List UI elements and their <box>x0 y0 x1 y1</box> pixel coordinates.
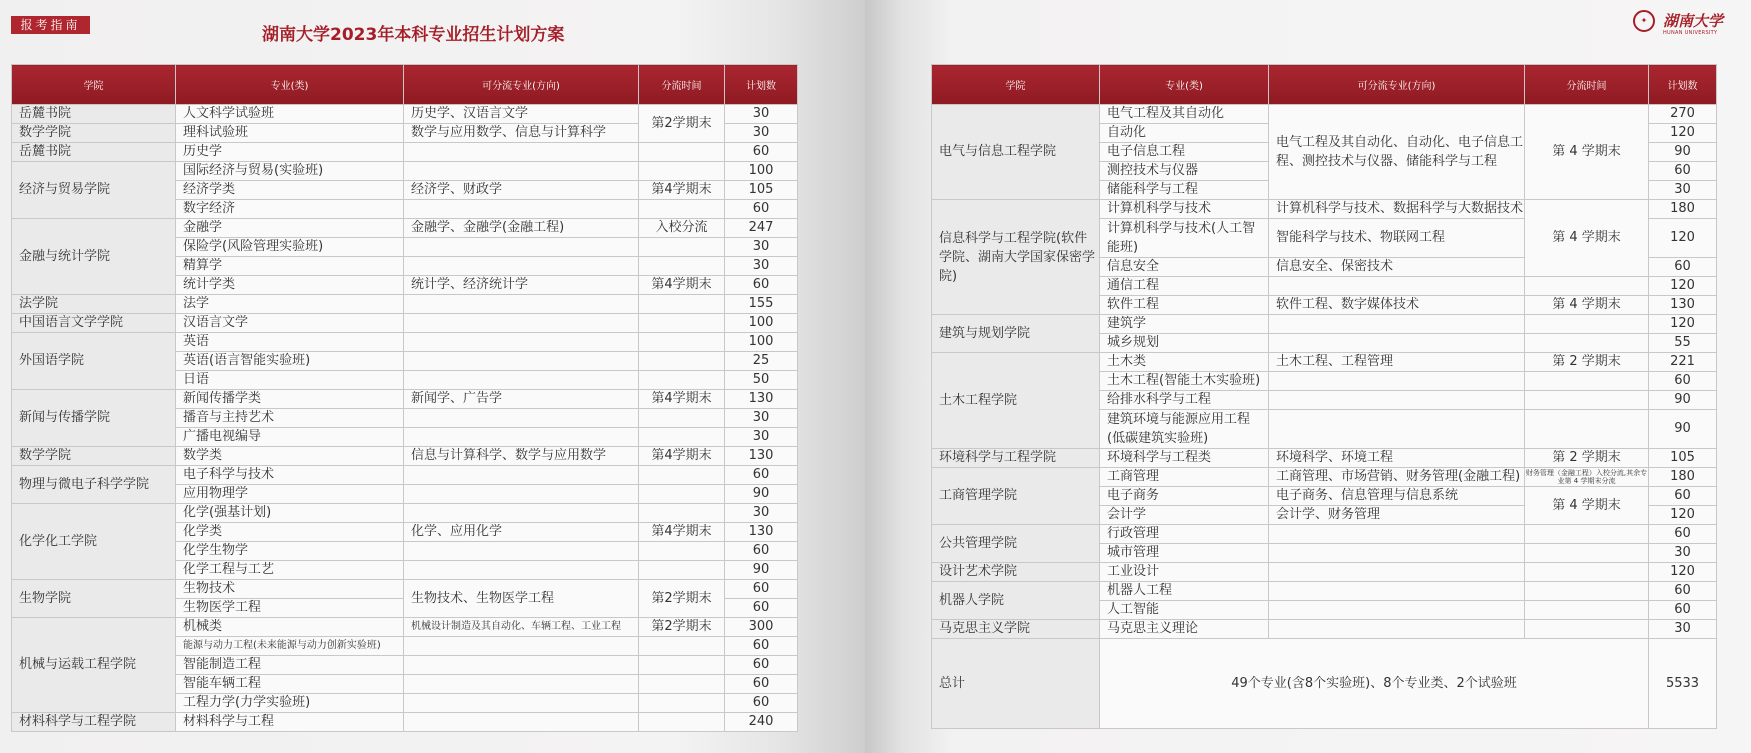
college-cell: 环境科学与工程学院 <box>932 449 1100 468</box>
major-cell: 人工智能 <box>1100 601 1269 620</box>
count-cell: 130 <box>1649 296 1717 315</box>
count-cell: 30 <box>725 409 798 428</box>
time-cell <box>639 371 725 390</box>
guide-tag: 报考指南 <box>11 16 90 34</box>
count-cell: 221 <box>1649 353 1717 372</box>
time-cell <box>639 257 725 276</box>
time-cell: 入校分流 <box>639 219 725 238</box>
major-cell: 土木类 <box>1100 353 1269 372</box>
college-cell: 机械与运载工程学院 <box>12 618 176 713</box>
header-major: 专业(类) <box>176 65 404 105</box>
college-cell: 法学院 <box>12 295 176 314</box>
count-cell: 90 <box>1649 143 1717 162</box>
count-cell: 90 <box>1649 410 1717 449</box>
count-cell: 30 <box>725 124 798 143</box>
time-cell <box>639 409 725 428</box>
count-cell: 100 <box>725 333 798 352</box>
major-cell: 通信工程 <box>1100 277 1269 296</box>
time-cell: 第 4 学期末 <box>1525 487 1649 525</box>
seal-icon: ✦ <box>1633 10 1655 32</box>
college-cell: 马克思主义学院 <box>932 620 1100 639</box>
left-plan-table <box>11 64 798 732</box>
stream-cell <box>1269 525 1525 544</box>
count-cell: 30 <box>725 238 798 257</box>
count-cell: 130 <box>725 390 798 409</box>
stream-cell: 信息与计算科学、数学与应用数学 <box>404 447 639 466</box>
stream-cell <box>404 238 639 257</box>
major-cell: 播音与主持艺术 <box>176 409 404 428</box>
count-cell: 60 <box>725 200 798 219</box>
stream-cell <box>404 371 639 390</box>
major-cell: 日语 <box>176 371 404 390</box>
major-cell: 建筑学 <box>1100 315 1269 334</box>
count-cell: 155 <box>725 295 798 314</box>
time-cell <box>1525 372 1649 391</box>
stream-cell <box>1269 620 1525 639</box>
stream-cell: 智能科学与技术、物联网工程 <box>1269 219 1525 258</box>
logo-text: 湖南大学 <box>1663 12 1724 30</box>
stream-cell: 化学、应用化学 <box>404 523 639 542</box>
stream-cell <box>404 257 639 276</box>
stream-cell <box>404 352 639 371</box>
college-cell: 化学化工学院 <box>12 504 176 580</box>
table-row <box>932 620 1717 639</box>
total-label: 总计 <box>932 639 1100 729</box>
time-cell: 第4学期末 <box>639 447 725 466</box>
count-cell: 120 <box>1649 277 1717 296</box>
major-cell: 生物医学工程 <box>176 599 404 618</box>
stream-cell <box>404 637 639 656</box>
header-count: 计划数 <box>1649 65 1717 105</box>
major-cell: 行政管理 <box>1100 525 1269 544</box>
count-cell: 60 <box>725 466 798 485</box>
major-cell: 电子商务 <box>1100 487 1269 506</box>
stream-cell: 会计学、财务管理 <box>1269 506 1525 525</box>
college-cell: 岳麓书院 <box>12 143 176 162</box>
major-cell: 电子科学与技术 <box>176 466 404 485</box>
stream-cell: 电子商务、信息管理与信息系统 <box>1269 487 1525 506</box>
major-cell: 应用物理学 <box>176 485 404 504</box>
total-count: 5533 <box>1649 639 1717 729</box>
table-row <box>12 447 798 466</box>
stream-cell: 统计学、经济统计学 <box>404 276 639 295</box>
table-row <box>932 582 1717 601</box>
table-row <box>932 353 1717 372</box>
table-row <box>932 468 1717 487</box>
logo-en: HUNAN UNIVERSITY <box>1663 30 1718 36</box>
time-cell <box>1525 525 1649 544</box>
stream-cell <box>1269 563 1525 582</box>
header-stream: 可分流专业(方向) <box>404 65 639 105</box>
count-cell: 30 <box>725 428 798 447</box>
table-row <box>932 525 1717 544</box>
header-stream: 可分流专业(方向) <box>1269 65 1525 105</box>
time-cell <box>1525 410 1649 449</box>
major-cell: 数字经济 <box>176 200 404 219</box>
major-cell: 统计学类 <box>176 276 404 295</box>
stream-cell <box>404 428 639 447</box>
count-cell: 60 <box>725 675 798 694</box>
table-row <box>12 466 798 485</box>
count-cell: 30 <box>1649 181 1717 200</box>
major-cell: 环境科学与工程类 <box>1100 449 1269 468</box>
time-cell: 第 4 学期末 <box>1525 200 1649 277</box>
major-cell: 软件工程 <box>1100 296 1269 315</box>
stream-cell <box>1269 372 1525 391</box>
time-cell: 第2学期末 <box>639 618 725 637</box>
stream-cell: 计算机科学与技术、数据科学与大数据技术 <box>1269 200 1525 219</box>
major-cell: 工程力学(力学实验班) <box>176 694 404 713</box>
time-cell <box>639 200 725 219</box>
count-cell: 30 <box>725 257 798 276</box>
stream-cell <box>404 542 639 561</box>
major-cell: 化学生物学 <box>176 542 404 561</box>
count-cell: 60 <box>725 143 798 162</box>
major-cell: 化学类 <box>176 523 404 542</box>
major-cell: 计算机科学与技术(人工智能班) <box>1100 219 1269 258</box>
time-cell <box>639 466 725 485</box>
major-cell: 测控技术与仪器 <box>1100 162 1269 181</box>
count-cell: 90 <box>725 485 798 504</box>
time-note-cell: 财务管理（金融工程）入校分流,其余专业第 4 学期末分流 <box>1525 469 1648 485</box>
major-cell: 数学类 <box>176 447 404 466</box>
count-cell: 100 <box>725 162 798 181</box>
major-cell: 土木工程(智能土木实验班) <box>1100 372 1269 391</box>
time-cell <box>639 485 725 504</box>
college-cell: 外国语学院 <box>12 333 176 390</box>
major-cell: 工商管理 <box>1100 468 1269 487</box>
stream-cell: 新闻学、广告学 <box>404 390 639 409</box>
major-cell: 智能制造工程 <box>176 656 404 675</box>
time-cell <box>1525 582 1649 601</box>
stream-cell <box>1269 391 1525 410</box>
time-cell: 第 4 学期末 <box>1525 105 1649 200</box>
stream-cell <box>404 485 639 504</box>
time-cell: 第4学期末 <box>639 181 725 200</box>
time-cell <box>639 675 725 694</box>
count-cell: 130 <box>725 523 798 542</box>
college-cell: 土木工程学院 <box>932 353 1100 449</box>
header-time: 分流时间 <box>1525 65 1649 105</box>
count-cell: 240 <box>725 713 798 732</box>
university-logo <box>1633 10 1743 40</box>
count-cell: 60 <box>1649 582 1717 601</box>
college-cell: 电气与信息工程学院 <box>932 105 1100 200</box>
count-cell: 55 <box>1649 334 1717 353</box>
time-cell <box>639 333 725 352</box>
count-cell: 60 <box>725 542 798 561</box>
header-major: 专业(类) <box>1100 65 1269 105</box>
major-cell: 国际经济与贸易(实验班) <box>176 162 404 181</box>
major-cell: 计算机科学与技术 <box>1100 200 1269 219</box>
time-cell: 第2学期末 <box>639 580 725 618</box>
stream-cell <box>404 314 639 333</box>
stream-cell <box>1269 582 1525 601</box>
stream-cell: 工商管理、市场营销、财务管理(金融工程) <box>1269 468 1525 487</box>
count-cell: 60 <box>1649 162 1717 181</box>
time-cell <box>639 238 725 257</box>
major-cell: 化学(强基计划) <box>176 504 404 523</box>
stream-cell: 数学与应用数学、信息与计算科学 <box>404 124 639 143</box>
college-cell: 设计艺术学院 <box>932 563 1100 582</box>
count-cell: 105 <box>1649 449 1717 468</box>
count-cell: 120 <box>1649 219 1717 258</box>
count-cell: 60 <box>725 694 798 713</box>
time-cell: 第4学期末 <box>639 276 725 295</box>
table-row <box>12 504 798 523</box>
time-cell: 第 4 学期末 <box>1525 296 1649 315</box>
time-cell: 第 2 学期末 <box>1525 353 1649 372</box>
count-cell: 60 <box>1649 601 1717 620</box>
stream-cell: 软件工程、数字媒体技术 <box>1269 296 1525 315</box>
college-cell: 物理与微电子科学学院 <box>12 466 176 504</box>
stream-cell <box>404 504 639 523</box>
college-cell: 生物学院 <box>12 580 176 618</box>
stream-cell <box>1269 315 1525 334</box>
college-cell: 数学学院 <box>12 124 176 143</box>
stream-cell <box>404 409 639 428</box>
time-cell: 第 2 学期末 <box>1525 449 1649 468</box>
table-row <box>932 449 1717 468</box>
count-cell: 120 <box>1649 506 1717 525</box>
major-cell: 能源与动力工程(未来能源与动力创新实验班) <box>176 637 404 656</box>
major-cell: 汉语言文学 <box>176 314 404 333</box>
major-cell: 英语 <box>176 333 404 352</box>
table-row <box>12 143 798 162</box>
major-cell: 机械类 <box>176 618 404 637</box>
stream-cell <box>404 675 639 694</box>
stream-cell: 生物技术、生物医学工程 <box>404 580 639 618</box>
header-time: 分流时间 <box>639 65 725 105</box>
major-cell: 城市管理 <box>1100 544 1269 563</box>
major-cell: 信息安全 <box>1100 258 1269 277</box>
table-row <box>932 105 1717 124</box>
college-cell: 材料科学与工程学院 <box>12 713 176 732</box>
college-cell: 公共管理学院 <box>932 525 1100 563</box>
table-header-row <box>12 65 798 105</box>
college-cell: 工商管理学院 <box>932 468 1100 525</box>
count-cell: 300 <box>725 618 798 637</box>
table-row <box>12 162 798 181</box>
time-cell <box>639 713 725 732</box>
count-cell: 60 <box>725 276 798 295</box>
time-cell <box>1525 544 1649 563</box>
stream-cell <box>404 200 639 219</box>
header-college: 学院 <box>932 65 1100 105</box>
count-cell: 60 <box>725 656 798 675</box>
total-description: 49个专业(含8个实验班)、8个专业类、2个试验班 <box>1100 639 1649 729</box>
time-cell <box>639 637 725 656</box>
major-cell: 新闻传播学类 <box>176 390 404 409</box>
major-cell: 材料科学与工程 <box>176 713 404 732</box>
stream-cell: 历史学、汉语言文学 <box>404 105 639 124</box>
table-row <box>932 563 1717 582</box>
stream-cell <box>1269 410 1525 449</box>
table-row <box>12 295 798 314</box>
major-cell: 电气工程及其自动化 <box>1100 105 1269 124</box>
major-cell: 马克思主义理论 <box>1100 620 1269 639</box>
college-cell: 岳麓书院 <box>12 105 176 124</box>
time-cell: 第4学期末 <box>639 523 725 542</box>
major-cell: 广播电视编导 <box>176 428 404 447</box>
count-cell: 180 <box>1649 468 1717 487</box>
count-cell: 60 <box>1649 525 1717 544</box>
time-cell: 第2学期末 <box>639 105 725 143</box>
count-cell: 60 <box>1649 258 1717 277</box>
stream-cell <box>404 466 639 485</box>
stream-cell <box>404 295 639 314</box>
stream-cell: 经济学、财政学 <box>404 181 639 200</box>
college-cell: 数学学院 <box>12 447 176 466</box>
count-cell: 130 <box>725 447 798 466</box>
table-row <box>12 314 798 333</box>
major-cell: 城乡规划 <box>1100 334 1269 353</box>
major-cell: 自动化 <box>1100 124 1269 143</box>
major-cell: 理科试验班 <box>176 124 404 143</box>
count-cell: 90 <box>725 561 798 580</box>
count-cell: 30 <box>725 504 798 523</box>
major-cell: 法学 <box>176 295 404 314</box>
stream-cell <box>404 713 639 732</box>
major-cell: 人文科学试验班 <box>176 105 404 124</box>
total-row <box>932 639 1717 729</box>
stream-cell <box>404 656 639 675</box>
stream-cell <box>1269 544 1525 563</box>
time-cell: 第4学期末 <box>639 390 725 409</box>
right-plan-table <box>931 64 1717 729</box>
stream-cell: 金融学、金融学(金融工程) <box>404 219 639 238</box>
major-cell: 电子信息工程 <box>1100 143 1269 162</box>
table-row <box>932 315 1717 334</box>
major-cell: 化学工程与工艺 <box>176 561 404 580</box>
time-cell <box>1525 315 1649 334</box>
major-cell: 储能科学与工程 <box>1100 181 1269 200</box>
stream-cell <box>404 333 639 352</box>
count-cell: 120 <box>1649 315 1717 334</box>
count-cell: 60 <box>1649 487 1717 506</box>
college-cell: 中国语言文学学院 <box>12 314 176 333</box>
table-row <box>12 713 798 732</box>
major-cell: 金融学 <box>176 219 404 238</box>
count-cell: 60 <box>725 599 798 618</box>
major-cell: 会计学 <box>1100 506 1269 525</box>
table-row <box>12 618 798 637</box>
table-row <box>932 200 1717 219</box>
table-row <box>12 580 798 599</box>
stream-cell <box>1269 601 1525 620</box>
major-cell: 历史学 <box>176 143 404 162</box>
time-cell <box>639 295 725 314</box>
time-cell <box>639 352 725 371</box>
stream-cell <box>404 561 639 580</box>
table-header-row <box>932 65 1717 105</box>
time-cell <box>1525 391 1649 410</box>
stream-cell <box>404 162 639 181</box>
college-cell: 机器人学院 <box>932 582 1100 620</box>
time-cell <box>639 428 725 447</box>
stream-cell: 信息安全、保密技术 <box>1269 258 1525 277</box>
time-cell <box>639 542 725 561</box>
college-cell: 信息科学与工程学院(软件学院、湖南大学国家保密学院) <box>932 200 1100 315</box>
college-cell: 建筑与规划学院 <box>932 315 1100 353</box>
page-title: 湖南大学2023年本科专业招生计划方案 <box>262 25 565 45</box>
college-cell: 金融与统计学院 <box>12 219 176 295</box>
table-row <box>12 105 798 124</box>
time-cell <box>639 162 725 181</box>
major-cell: 经济学类 <box>176 181 404 200</box>
major-cell: 给排水科学与工程 <box>1100 391 1269 410</box>
count-cell: 25 <box>725 352 798 371</box>
time-cell <box>639 504 725 523</box>
time-cell <box>1525 334 1649 353</box>
major-cell: 建筑环境与能源应用工程(低碳建筑实验班) <box>1100 410 1269 449</box>
time-cell <box>639 694 725 713</box>
table-row <box>12 390 798 409</box>
stream-cell <box>1269 334 1525 353</box>
major-cell: 机器人工程 <box>1100 582 1269 601</box>
count-cell: 120 <box>1649 563 1717 582</box>
stream-cell <box>404 694 639 713</box>
count-cell: 60 <box>725 580 798 599</box>
count-cell: 247 <box>725 219 798 238</box>
college-cell: 经济与贸易学院 <box>12 162 176 219</box>
stream-cell <box>404 143 639 162</box>
stream-cell: 环境科学、环境工程 <box>1269 449 1525 468</box>
time-cell <box>1525 620 1649 639</box>
count-cell: 30 <box>1649 620 1717 639</box>
time-cell <box>1525 277 1649 296</box>
time-cell <box>639 561 725 580</box>
table-row <box>12 219 798 238</box>
header-count: 计划数 <box>725 65 798 105</box>
major-cell: 保险学(风险管理实验班) <box>176 238 404 257</box>
count-cell: 30 <box>725 105 798 124</box>
time-cell <box>639 656 725 675</box>
major-cell: 智能车辆工程 <box>176 675 404 694</box>
header-college: 学院 <box>12 65 176 105</box>
count-cell: 60 <box>1649 372 1717 391</box>
count-cell: 270 <box>1649 105 1717 124</box>
time-cell <box>639 143 725 162</box>
count-cell: 100 <box>725 314 798 333</box>
college-cell: 新闻与传播学院 <box>12 390 176 447</box>
count-cell: 60 <box>725 637 798 656</box>
stream-cell <box>1269 277 1525 296</box>
table-row <box>12 333 798 352</box>
stream-cell: 电气工程及其自动化、自动化、电子信息工程、测控技术与仪器、储能科学与工程 <box>1269 105 1525 200</box>
count-cell: 105 <box>725 181 798 200</box>
stream-cell: 机械设计制造及其自动化、车辆工程、工业工程 <box>404 618 639 637</box>
stream-cell: 土木工程、工程管理 <box>1269 353 1525 372</box>
major-cell: 精算学 <box>176 257 404 276</box>
count-cell: 180 <box>1649 200 1717 219</box>
count-cell: 30 <box>1649 544 1717 563</box>
major-cell: 工业设计 <box>1100 563 1269 582</box>
count-cell: 50 <box>725 371 798 390</box>
time-cell <box>1525 601 1649 620</box>
time-cell <box>639 314 725 333</box>
time-cell <box>1525 563 1649 582</box>
major-cell: 英语(语言智能实验班) <box>176 352 404 371</box>
count-cell: 120 <box>1649 124 1717 143</box>
major-cell: 生物技术 <box>176 580 404 599</box>
count-cell: 90 <box>1649 391 1717 410</box>
